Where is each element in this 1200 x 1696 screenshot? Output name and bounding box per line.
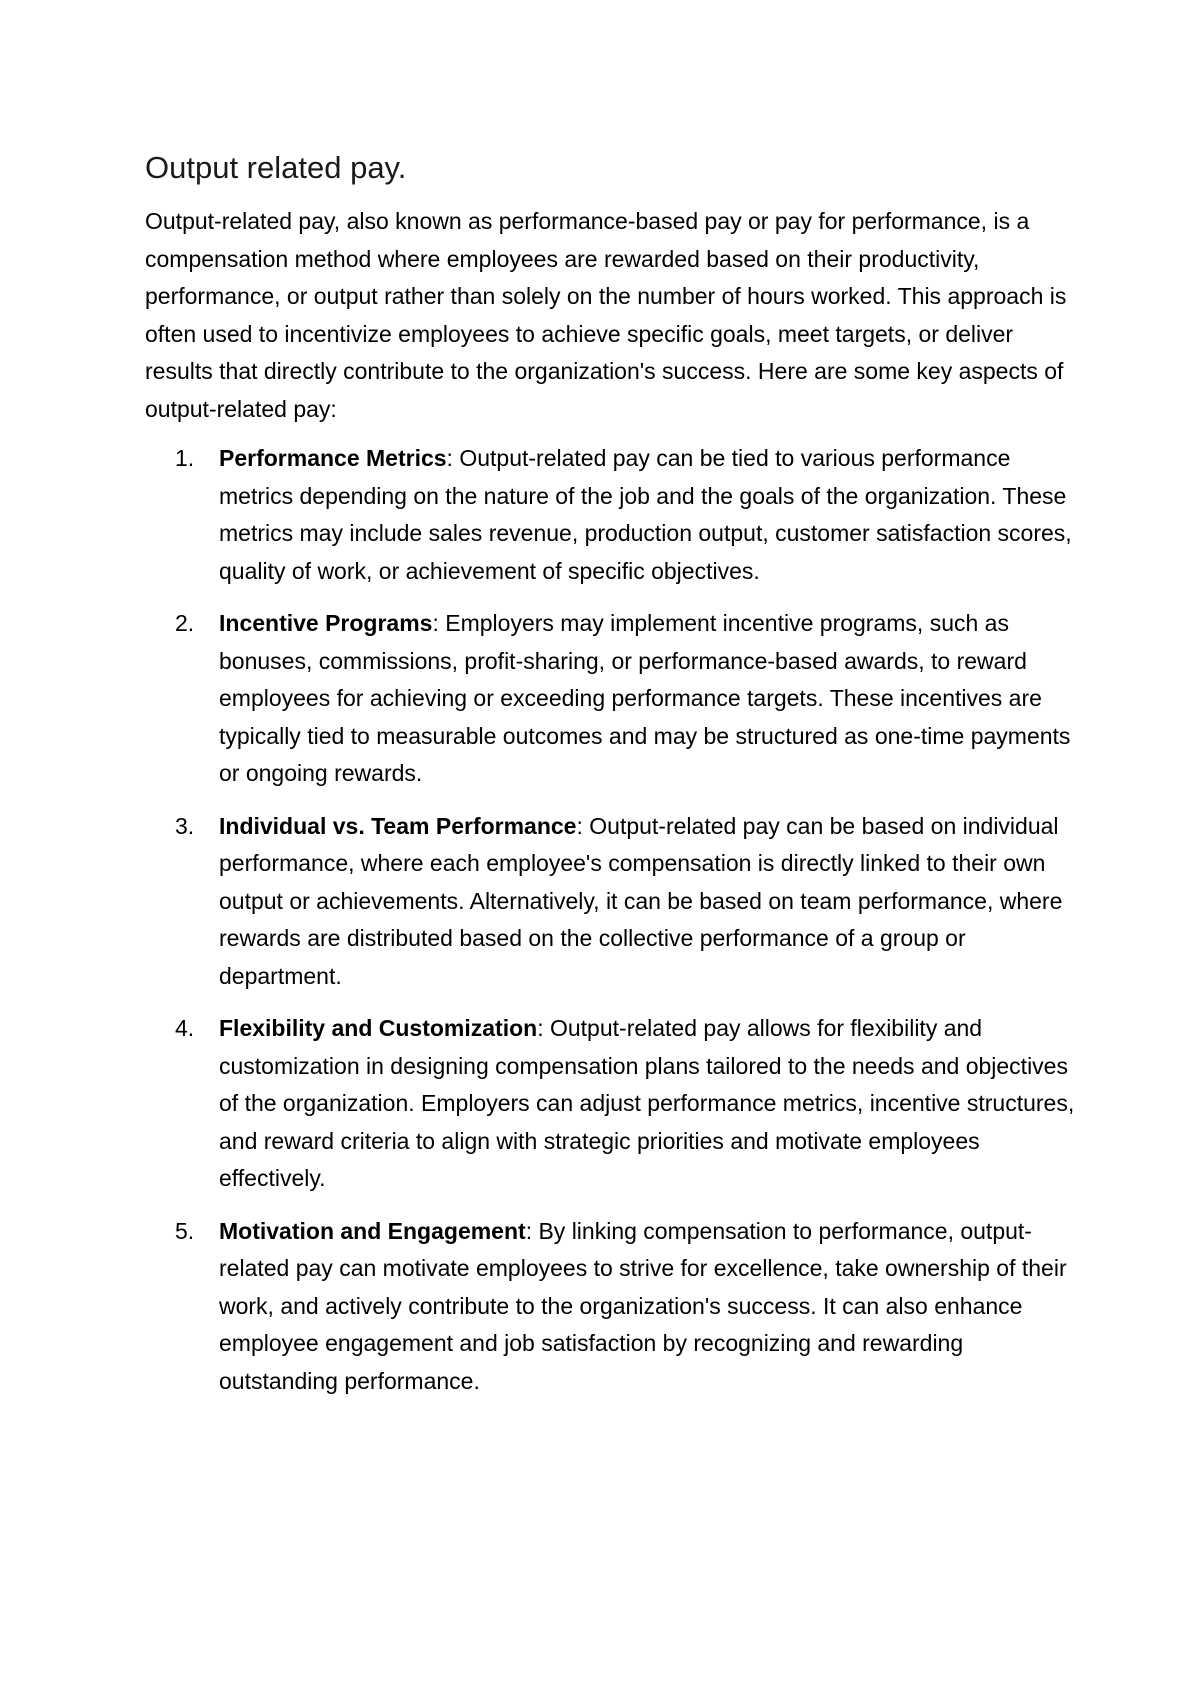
list-item-text: : Employers may implement incentive programs, such as bonuses, commissions, profit-sharing, or performance-based awards, to reward employees for achieving or exceeding performance targets. These incentives are typically tied to measurable outcomes and may be structured as one-time payments or ongoing rewards. <box>219 610 1071 786</box>
list-item-number: 2. <box>175 610 195 636</box>
list-item-text: : Output-related pay can be tied to various performance metrics depending on the nature of the job and the goals of the organization. These metrics may include sales revenue, production output, customer satisfaction scores, quality of work, or achievement of specific objectives. <box>219 445 1072 584</box>
document-title: Output related pay. <box>145 150 407 185</box>
document-body <box>145 148 1075 1415</box>
list-item-term: Incentive Programs <box>219 610 433 636</box>
list-item-term: Motivation and Engagement <box>219 1217 526 1244</box>
list-item <box>145 605 1075 793</box>
intro-paragraph: Output-related pay, also known as performance-based pay or pay for performance, is a compensation method where employees are rewarded based on their productivity, performance, or output rather than solely on the number of hours worked. This approach is often used to incentivize employees to achieve specific goals, meet targets, or deliver results that directly contribute to the organization's success. Here are some key aspects of output-related pay: <box>145 208 1067 422</box>
list-item-text: : Output-related pay allows for flexibility and customization in designing compensation plans tailored to the needs and objectives of the organization. Employers can adjust performance metrics, incentive structures, and reward criteria to align with strategic priorities and motivate employees effectively. <box>219 1015 1075 1191</box>
list-item-number: 5. <box>175 1217 195 1244</box>
list-item <box>145 1010 1075 1198</box>
list-item-term: Flexibility and Customization <box>219 1015 538 1041</box>
list-item <box>145 440 1075 590</box>
list-item <box>145 808 1075 996</box>
list-item <box>145 1213 1075 1401</box>
list-item-term: Performance Metrics <box>219 445 447 471</box>
list-item-text: : By linking compensation to performance, output-related pay can motivate employees to strive for excellence, take ownership of their work, and actively contribute to the organization's success. It can also enhance employee engagement and job satisfaction by recognizing and rewarding outstanding performance. <box>219 1217 1067 1394</box>
list-item-number: 4. <box>175 1015 195 1041</box>
list-item-term: Individual vs. Team Performance <box>219 812 577 839</box>
list-item-number: 3. <box>175 812 195 839</box>
list-item-text: : Output-related pay can be based on individual performance, where each employee's compensation is directly linked to their own output or achievements. Alternatively, it can be based on team performance, where rewards are distributed based on the collective performance of a group or department. <box>219 812 1063 989</box>
aspects-list <box>145 440 1075 1400</box>
list-item-number: 1. <box>175 445 195 471</box>
